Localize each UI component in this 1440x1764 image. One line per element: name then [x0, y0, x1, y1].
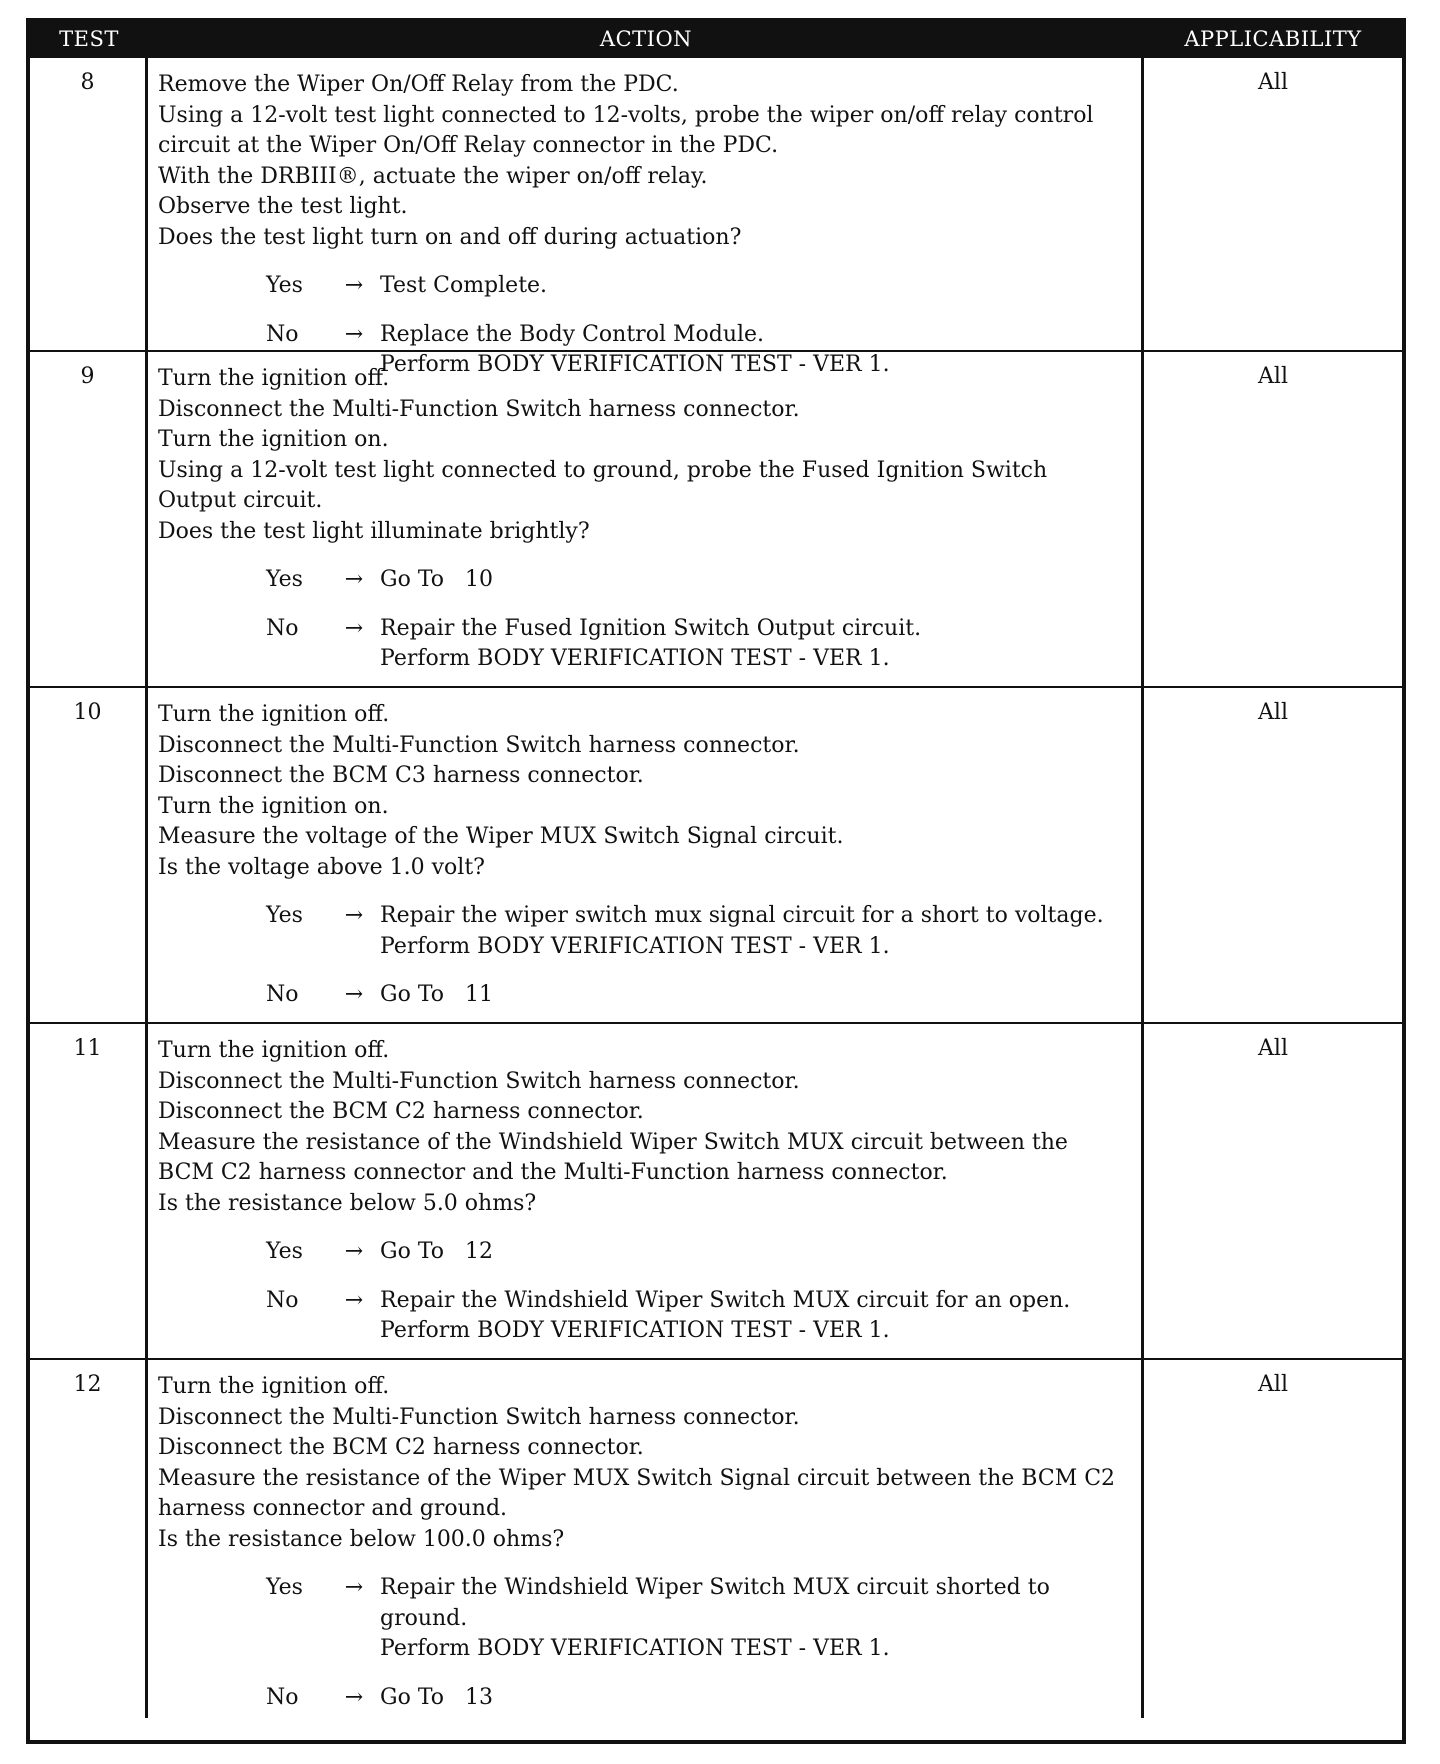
diagnostic-table: [26, 18, 1406, 1744]
table-row-test-12: [30, 1358, 1402, 1718]
header-test: TEST: [59, 27, 119, 51]
test-number: 9: [30, 352, 148, 686]
step: Disconnect the BCM C3 harness connector.: [158, 763, 644, 788]
yes-label: Yes: [266, 1239, 303, 1264]
applicability-cell: All: [1258, 364, 1288, 389]
goto-link: Go To 13: [380, 1684, 493, 1710]
yes-answer: [158, 565, 1133, 596]
arrow-icon: →: [344, 567, 364, 592]
no-answer: [158, 614, 1133, 675]
step: Disconnect the Multi-Function Switch harness connector.: [158, 732, 800, 758]
step: Turn the ignition on.: [158, 427, 389, 452]
answers: [158, 901, 1133, 1011]
arrow-icon: →: [344, 273, 364, 298]
no-label: No: [266, 982, 299, 1007]
arrow-icon: →: [344, 1684, 364, 1710]
answer-text: Repair the Fused Ignition Switch Output circuit.: [380, 615, 922, 641]
no-answer: [158, 1286, 1133, 1347]
yes-answer: [158, 901, 1133, 962]
answer-text: Replace the Body Control Module.: [380, 321, 765, 347]
step: harness connector and ground.: [158, 1496, 508, 1521]
yes-label: Yes: [266, 1575, 303, 1600]
answer-text: ground.: [380, 1605, 468, 1631]
no-answer: [158, 1683, 1133, 1714]
yes-answer: [158, 1237, 1133, 1268]
answer-text: Perform BODY VERIFICATION TEST - VER 1.: [380, 352, 890, 377]
answer-text: Perform BODY VERIFICATION TEST - VER 1.: [380, 1636, 890, 1661]
step: Remove the Wiper On/Off Relay from the PDC.: [158, 72, 679, 97]
table-header: [30, 22, 1402, 56]
step: Measure the resistance of the Windshield Wiper Switch MUX circuit between the: [158, 1129, 1068, 1155]
step: Disconnect the Multi-Function Switch harness connector.: [158, 396, 800, 422]
answers: [158, 1237, 1133, 1347]
yes-answer: [158, 1573, 1133, 1665]
answer-text: Repair the Windshield Wiper Switch MUX circuit for an open.: [380, 1287, 1071, 1313]
step: Using a 12-volt test light connected to ground, probe the Fused Ignition Switch: [158, 457, 1048, 483]
yes-label: Yes: [266, 567, 303, 592]
action-cell: [148, 1360, 1144, 1718]
action-cell: [148, 688, 1144, 1022]
step: Observe the test light.: [158, 194, 408, 219]
test-number: 10: [30, 688, 148, 1022]
yes-answer: [158, 271, 1133, 302]
header-applicability: APPLICABILITY: [1184, 27, 1362, 51]
step: Disconnect the BCM C2 harness connector.: [158, 1099, 644, 1124]
arrow-icon: →: [344, 903, 364, 928]
arrow-icon: →: [344, 1575, 364, 1600]
question: Does the test light turn on and off during actuation?: [158, 224, 742, 250]
answers: [158, 1573, 1133, 1713]
yes-label: Yes: [266, 903, 303, 928]
yes-label: Yes: [266, 273, 303, 298]
applicability-cell: All: [1258, 70, 1288, 95]
step: With the DRBIII®, actuate the wiper on/off relay.: [158, 163, 708, 189]
applicability-cell: All: [1258, 1036, 1288, 1061]
no-label: No: [266, 1287, 299, 1313]
applicability-cell: All: [1258, 700, 1288, 725]
question: Is the resistance below 100.0 ohms?: [158, 1526, 565, 1552]
arrow-icon: →: [344, 1287, 364, 1313]
arrow-icon: →: [344, 321, 364, 347]
question: Is the voltage above 1.0 volt?: [158, 854, 485, 880]
answer-text: Perform BODY VERIFICATION TEST - VER 1.: [380, 1318, 890, 1343]
step: Turn the ignition off.: [158, 1038, 390, 1063]
answer-text: Repair the Windshield Wiper Switch MUX circuit shorted to: [380, 1575, 1050, 1600]
answer-text: Perform BODY VERIFICATION TEST - VER 1.: [380, 933, 890, 959]
no-label: No: [266, 1684, 299, 1710]
action-cell: [148, 1024, 1144, 1358]
step: Output circuit.: [158, 488, 323, 513]
goto-link: Go To 10: [380, 567, 493, 592]
no-label: No: [266, 321, 299, 347]
step: BCM C2 harness connector and the Multi-Function harness connector.: [158, 1160, 948, 1185]
step: Disconnect the Multi-Function Switch harness connector.: [158, 1068, 800, 1094]
table-row-test-8: [30, 56, 1402, 377]
table-row-test-11: [30, 1022, 1402, 1358]
question: Does the test light illuminate brightly?: [158, 518, 590, 544]
step: Turn the ignition off.: [158, 366, 390, 391]
answer-text: Test Complete.: [380, 273, 548, 298]
step: Measure the voltage of the Wiper MUX Switch Signal circuit.: [158, 824, 844, 849]
step: Turn the ignition off.: [158, 702, 390, 727]
step: Disconnect the BCM C2 harness connector.: [158, 1435, 644, 1460]
table-row-test-9: [30, 350, 1402, 686]
answer-text: Repair the wiper switch mux signal circuit for a short to voltage.: [380, 903, 1104, 928]
applicability-cell: All: [1258, 1372, 1288, 1397]
answers: [158, 565, 1133, 675]
test-number: 12: [30, 1360, 148, 1718]
header-action: ACTION: [599, 27, 693, 51]
step: Measure the resistance of the Wiper MUX Switch Signal circuit between the BCM C2: [158, 1465, 1116, 1491]
step: Turn the ignition on.: [158, 793, 389, 819]
table-row-test-10: [30, 686, 1402, 1022]
step: Using a 12-volt test light connected to 12-volts, probe the wiper on/off relay control: [158, 102, 1094, 128]
arrow-icon: →: [344, 1239, 364, 1264]
test-number: 11: [30, 1024, 148, 1358]
goto-link: Go To 11: [380, 982, 493, 1007]
answer-text: Perform BODY VERIFICATION TEST - VER 1.: [380, 646, 890, 671]
no-answer: [158, 980, 1133, 1011]
action-cell: [148, 352, 1144, 686]
action-cell: [148, 58, 1144, 377]
step: Disconnect the Multi-Function Switch harness connector.: [158, 1404, 800, 1430]
question: Is the resistance below 5.0 ohms?: [158, 1190, 537, 1216]
step: Turn the ignition off.: [158, 1374, 390, 1399]
test-number: 8: [30, 58, 148, 350]
arrow-icon: →: [344, 615, 364, 641]
no-label: No: [266, 615, 299, 641]
step: circuit at the Wiper On/Off Relay connector in the PDC.: [158, 133, 779, 158]
goto-link: Go To 12: [380, 1239, 493, 1264]
arrow-icon: →: [344, 982, 364, 1007]
